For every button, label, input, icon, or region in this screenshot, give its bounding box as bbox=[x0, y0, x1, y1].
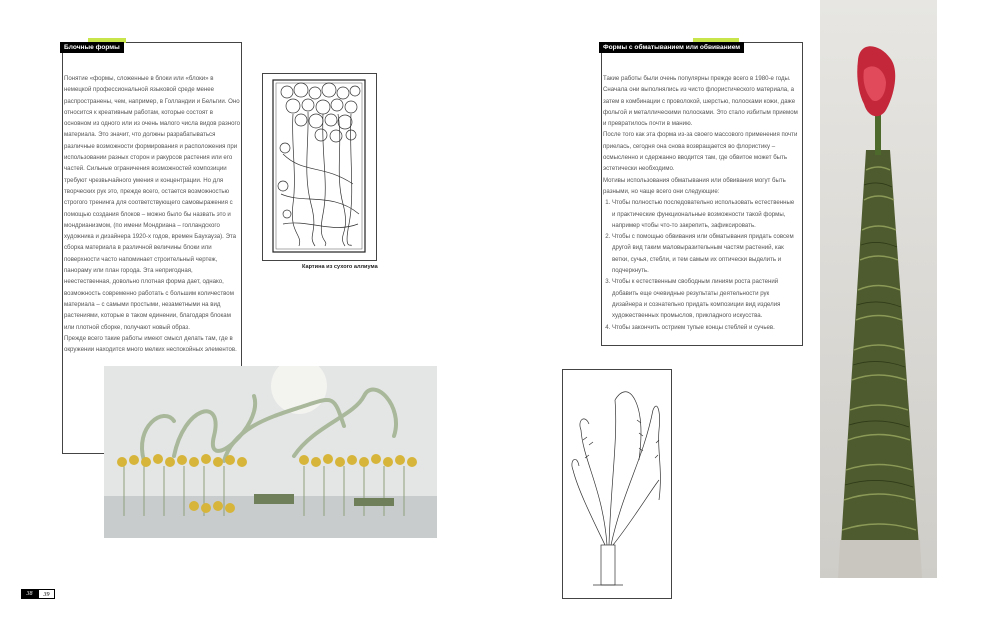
wrapped-stems-sketch-image bbox=[563, 370, 671, 598]
page-number-left: 38 bbox=[21, 589, 38, 599]
allium-sketch-caption: Картина из сухого аллиума bbox=[302, 264, 378, 270]
wrapped-stems-sketch-frame bbox=[562, 369, 672, 599]
right-paragraph-2: После того как эта форма из-за своего массового применения почти приелась, сегодня она снова возвращается во флористику – осмысленно и сдержанно вводится там, где обвитое может быть эстетически необходимо. bbox=[603, 131, 798, 173]
left-heading: Блочные формы bbox=[60, 42, 124, 53]
right-paragraph-3: Мотивы использования обматывания или обвивания могут быть разными, но чаще всего они следующие: bbox=[603, 176, 786, 195]
wrapped-cone-photo bbox=[820, 0, 937, 578]
left-paragraph-1: Понятие «формы, сложенные в блоки или «блоки» в немецкой профессиональной языковой среде менее распространены, чем, например, в Голландии и Бельгии. Оно относится к креативным работам, которые состоят в основном из одного или из очень малого числа видов разного материала. Это значит, что должны разрабатываться различные возможности формирования и расположения при использовании разных сторон и ракурсов растения или его частей. Сильные ограничения возможностей композиции требуют чрезвычайного умения и концентрации. Но для творческих рук это, прежде всего, остается возможностью строгого тренинга для соответствующего самовыражения с помощью создания блоков – можно было бы назвать это и мондрианизмом, (по имени Мондриана – голландского художника и дизайнера 1920-х годов, времен Баухауза). Эта сборка материала в различной величины блоки или поверхности часто напоминает строительный чертеж, панораму или план города. Эта непригодная, неестественная, довольно плотная форма дает, однако, возможность современно работать с большим количеством материала – с самыми простыми, незаметными на вид растениями, которые в таком единении, благодаря блокам или плотной сборке, получают новый образ. bbox=[64, 75, 240, 331]
allium-sketch-image bbox=[263, 74, 376, 260]
motives-list bbox=[603, 197, 799, 333]
right-paragraph-1: Такие работы были очень популярны прежде всего в 1980-е годы. Сначала они выполнялись из чисто флористического материала, а затем в комбинации с проволокой, шерстью, полосками кожи, даже фольгой и металлическими полосками. Это стало избитым приемом и превратилось почти в манию. bbox=[603, 75, 798, 128]
left-paragraph-2: Прежде всего такие работы имеют смысл делать там, где в окружении находится много мелких неспокойных элементов. bbox=[64, 334, 237, 354]
list-item: 1. Чтобы полностью последовательно использовать естественные и практические функциональные возможности такой формы, например чтобы что-то закрепить, зафиксировать. bbox=[612, 197, 799, 231]
list-item: 2. Чтобы с помощью обвивания или обматывания придать совсем другой вид таким маловыразительным частям растений, как ветки, сучья, стебли, и тем самым их оптически выделить и подчеркнуть. bbox=[612, 231, 799, 276]
right-body-text bbox=[603, 73, 799, 343]
list-item: 3. Чтобы к естественным свободным линиям роста растений добавить еще очевидные результаты деятельности рук дизайнера и сознательно придать композиции вид изделия художественных промыслов, прикладного искусства. bbox=[612, 276, 799, 321]
right-heading: Формы с обматыванием или обвиванием bbox=[599, 42, 744, 53]
page-number-right: 39 bbox=[38, 589, 55, 599]
allium-sketch-frame bbox=[262, 73, 377, 261]
left-body-text bbox=[64, 73, 240, 363]
block-arrangement-photo bbox=[104, 366, 437, 538]
list-item: 4. Чтобы закончить острием тупые концы стеблей и сучьев. bbox=[612, 322, 799, 333]
